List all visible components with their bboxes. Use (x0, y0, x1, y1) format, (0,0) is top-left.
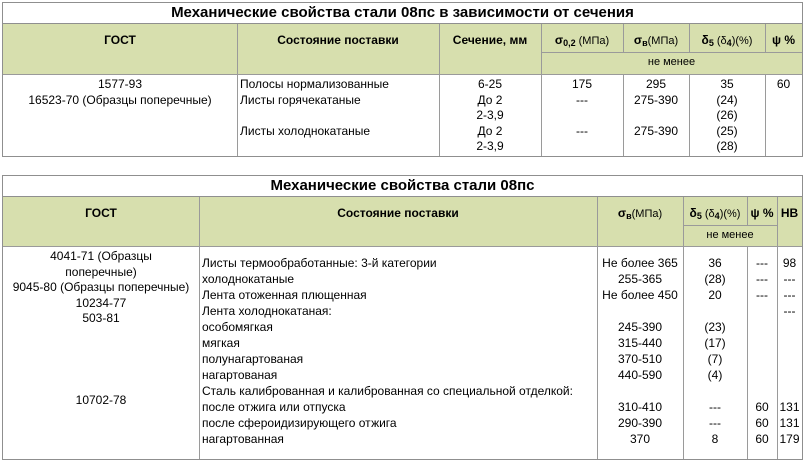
table1-delta-4: (25) (716, 123, 738, 138)
table2-hb-1: 98 (782, 256, 797, 270)
table2-sigmab-11: 290-390 (617, 416, 663, 430)
table2-psi-2: --- (756, 272, 768, 286)
table2-psi-11: 60 (755, 416, 769, 430)
table2-psi-3: --- (756, 288, 768, 302)
table2-delta-10: --- (709, 400, 721, 414)
table1-state-2: Листы горячекатаные (240, 92, 361, 107)
table2-sigmab-6: 315-440 (617, 336, 663, 350)
table2-delta-12: 8 (711, 432, 719, 446)
table2-state-1: Листы термообработанные: 3-й категории (202, 256, 437, 270)
table2-sigmab-8: 440-590 (617, 368, 663, 382)
table2-gost-4: 10234-77 (75, 295, 127, 310)
table1-title: Механические свойства стали 08пс в зависимости от сечения (3, 3, 802, 24)
table2-sigmab-10: 310-410 (617, 400, 663, 414)
table1-psi-1: 60 (776, 77, 791, 91)
table1-state-1: Полосы нормализованные (240, 77, 389, 91)
table2-delta-6: (17) (704, 336, 726, 350)
table1-header-delta: $\delta_5$ $(\delta_4)(\%)$ (701, 33, 753, 48)
table2-state-12: нагартованная (202, 432, 284, 446)
table2-state-2: холоднокатаные (202, 272, 295, 286)
table1-header-section: Сечение, мм (452, 33, 528, 47)
table1-gost-1: 1577-93 (97, 77, 143, 91)
table1-state-4: Листы холоднокатаные (240, 123, 371, 138)
table2-hb-2: --- (783, 272, 796, 286)
table2-psi-10: 60 (755, 400, 769, 414)
table2-hb-11: 131 (779, 416, 800, 430)
table2-psi-12: 60 (755, 432, 769, 446)
table1-sigma02-1: 175 (571, 77, 593, 91)
table2-header-state: Состояние поставки (337, 206, 459, 220)
table1-section-3: 2-3,9 (476, 108, 504, 122)
table2-state-6: мягкая (202, 336, 240, 350)
table1-sigmab-4: 275-390 (633, 123, 679, 138)
table-section-properties (2, 2, 803, 157)
table2-sigmab-1: Не более 365 (602, 256, 678, 270)
table1-sigma02-2: --- (576, 92, 588, 107)
table1-delta-5: (28) (716, 139, 738, 153)
table2-psi-1: --- (756, 256, 768, 270)
table2-sigmab-5: 245-390 (617, 320, 663, 334)
table2-header-min-note: не менее (706, 229, 754, 241)
table2-delta-7: (7) (707, 352, 723, 366)
table1-header-state: Состояние поставки (277, 33, 399, 47)
table2-hb-10: 131 (779, 400, 800, 414)
table2-state-11: после сфероидизирующего отжига (202, 416, 397, 430)
table1-sigmab-1: 295 (645, 77, 667, 91)
table2-gost-6: 10702-78 (75, 393, 127, 407)
table2-gost-5: 503-81 (82, 311, 120, 325)
table2-delta-3: 20 (708, 288, 722, 302)
table2-state-4: Лента холоднокатаная: (202, 304, 332, 318)
table2-delta-8: (4) (707, 368, 723, 382)
table2-hb-12: 179 (779, 432, 800, 446)
table2-header-psi: ψ % (750, 206, 774, 220)
table1-sigmab-2: 275-390 (633, 92, 679, 107)
table-properties (2, 175, 803, 460)
table2-state-5: особомягкая (202, 320, 273, 334)
table2-delta-2: (28) (704, 272, 726, 286)
table1-section-4: До 2 (477, 123, 503, 138)
table2-state-3: Лента отоженная плющенная (202, 288, 367, 302)
table1-delta-3: (26) (716, 108, 738, 122)
table2-header-sigmab: $\sigma_в(МПа)$ (617, 206, 663, 221)
table2-gost-2: поперечные) (65, 264, 137, 279)
table2-hb-3: --- (783, 288, 796, 302)
table2-title: Механические свойства стали 08пс (3, 176, 802, 197)
table1-header-psi: ψ % (771, 33, 796, 47)
table2-state-9: Сталь калиброванная и калиброванная со специальной отделкой: (202, 384, 573, 398)
table1-header-gost: ГОСТ (104, 33, 136, 47)
table2-state-10: после отжига или отпуска (202, 400, 346, 414)
table1-gost-2: 16523-70 (Образцы поперечные) (28, 92, 212, 107)
table2-delta-1: 36 (708, 256, 722, 270)
table2-header-gost: ГОСТ (85, 206, 117, 220)
table2-state-8: нагартованая (202, 368, 278, 382)
table2-header-hb: HB (780, 206, 799, 220)
table2-delta-5: (23) (704, 320, 726, 334)
table1-delta-1: 35 (720, 77, 734, 91)
table2-header-delta: $\delta_5$ $(\delta_4)(\%)$ (689, 206, 741, 221)
table1-delta-2: (24) (716, 92, 738, 107)
table1-section-5: 2-3,9 (476, 139, 504, 153)
table1-sigma02-4: --- (576, 123, 588, 138)
table1-section-2: До 2 (477, 92, 503, 107)
table1-header-sigma02: $\sigma_{0,2}$ (МПа) (554, 33, 610, 48)
table1-header-sigmab: $\sigma_в(МПа)$ (633, 33, 679, 48)
table1-header-min-note: не менее (647, 56, 696, 68)
table2-sigmab-2: 255-365 (617, 272, 663, 286)
table2-delta-11: --- (709, 416, 721, 430)
table2-gost-1: 4041-71 (Образцы (50, 249, 152, 263)
table2-gost-3: 9045-80 (Образцы поперечные) (12, 280, 190, 294)
table2-hb-4: --- (783, 304, 796, 318)
table2-state-7: полунагартованая (202, 352, 304, 366)
table2-sigmab-3: Не более 450 (602, 288, 678, 302)
table1-section-1: 6-25 (477, 77, 503, 91)
table2-sigmab-7: 370-510 (617, 352, 663, 366)
table2-sigmab-12: 370 (629, 432, 651, 446)
